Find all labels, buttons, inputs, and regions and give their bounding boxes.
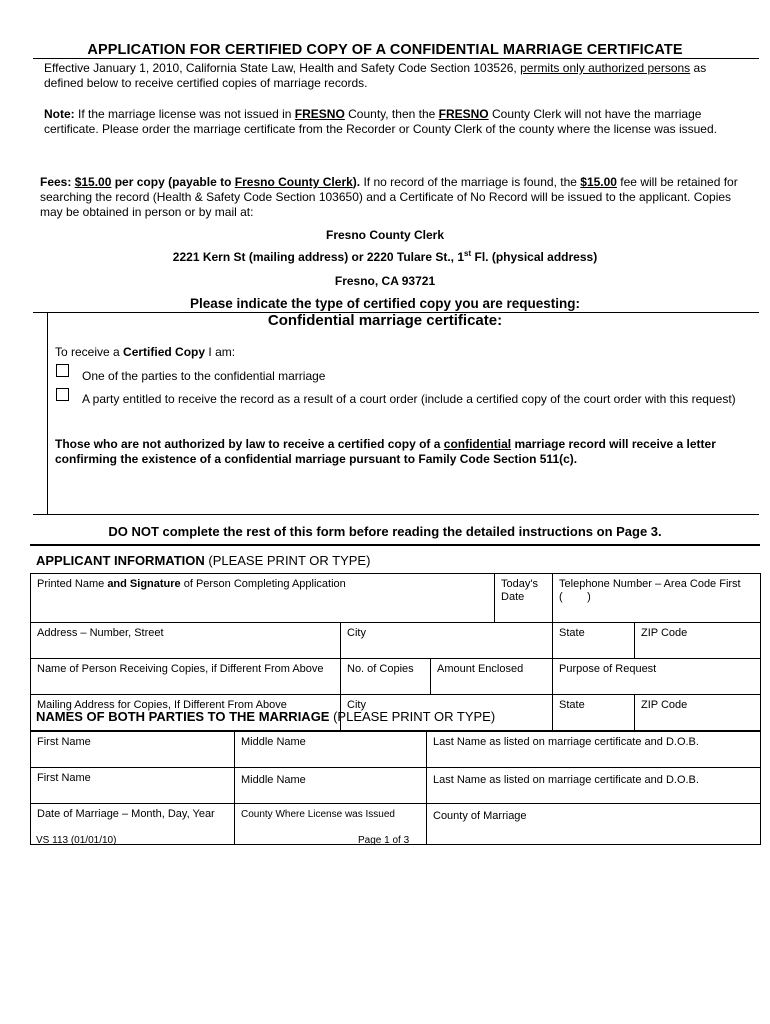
todays-date-label: Today's Date <box>501 578 538 603</box>
receiving-name-label: Name of Person Receiving Copies, if Different From Above <box>37 663 324 675</box>
party-to-marriage-checkbox[interactable] <box>56 364 69 377</box>
receiving-name-input[interactable] <box>37 678 334 690</box>
telephone-cell[interactable] <box>553 574 761 623</box>
intro-text-end: as defined below to receive certified copies of marriage records. <box>44 61 707 90</box>
name-signature-input[interactable] <box>37 593 488 605</box>
address-input[interactable] <box>37 642 334 654</box>
state2-cell[interactable] <box>553 695 635 731</box>
note-county-1: FRESNO <box>294 107 345 121</box>
option-party: One of the parties to the confidential marriage <box>82 369 326 383</box>
amount-enclosed-label: Amount Enclosed <box>437 663 524 675</box>
clerk-name: Fresno County Clerk <box>325 228 445 242</box>
first-name-2-cell[interactable] <box>31 768 235 804</box>
city-cell[interactable] <box>341 623 553 659</box>
note-text-1: If the marriage license was not issued in <box>74 107 295 121</box>
first-name-1-cell[interactable] <box>31 732 235 768</box>
telephone-label: Telephone Number – Area Code First <box>559 578 741 590</box>
county-marriage-input[interactable] <box>433 825 754 837</box>
lead-text-a: To receive a <box>55 345 124 359</box>
area-code-parens: ( ) <box>559 591 591 603</box>
middle-name-2-label: Middle Name <box>241 774 306 786</box>
last-name-2-cell[interactable] <box>427 768 761 804</box>
middle-name-1-cell[interactable] <box>235 732 427 768</box>
form-title: APPLICATION FOR CERTIFIED COPY OF A CONFIDENTIAL MARRIAGE CERTIFICATE <box>87 42 683 58</box>
zip-input[interactable] <box>641 642 754 654</box>
mailing-address-label: Mailing Address for Copies, If Different From Above <box>37 699 287 711</box>
state-cell[interactable] <box>553 623 635 659</box>
state2-label: State <box>559 699 585 711</box>
fee-amount: $15.00 <box>74 175 112 189</box>
note-label: Note: <box>44 107 75 121</box>
certificate-type-title: Confidential marriage certificate: <box>267 312 503 329</box>
applicant-table <box>30 573 761 731</box>
address-sup: st <box>464 249 472 258</box>
page-number: Page 1 of 3 <box>358 835 410 846</box>
parties-heading-text: NAMES OF BOTH PARTIES TO THE MARRIAGE <box>36 709 330 724</box>
todays-date-input[interactable] <box>501 606 546 618</box>
note-text-3: County Clerk will not have the marriage certificate. Please order the marriage certificate from the Recorder or County Clerk of the county where the license was issued. <box>44 107 717 136</box>
purpose-cell[interactable] <box>553 659 761 695</box>
applicant-heading-note: (PLEASE PRINT OR TYPE) <box>204 553 371 568</box>
state-input[interactable] <box>559 642 628 654</box>
date-of-marriage-label: Date of Marriage – Month, Day, Year <box>37 808 215 820</box>
fees-text-2: fee will be retained for searching the record (Health & Safety Code Section 103650) and a Certificate of No Record will be issued to the applicant. Copies may be obtained in person or by mail at: <box>40 175 738 219</box>
first-name-1-input[interactable] <box>37 751 228 763</box>
address-cell[interactable] <box>31 623 341 659</box>
applicant-heading <box>36 553 370 568</box>
zip-cell[interactable] <box>635 623 761 659</box>
authorized-persons-link[interactable]: permits only authorized persons <box>520 61 691 75</box>
clerk-city: Fresno, CA 93721 <box>334 274 436 288</box>
clerk-address-line <box>0 250 770 264</box>
do-not-rule <box>30 544 760 546</box>
address-line-b: Fl. (physical address) <box>471 250 598 264</box>
middle-name-1-label: Middle Name <box>241 736 306 748</box>
name-sig-label-c: of Person Completing Application <box>180 578 346 590</box>
last-name-2-label: Last Name as listed on marriage certificate and D.O.B. <box>433 774 699 786</box>
no-copies-cell[interactable] <box>341 659 431 695</box>
name-sig-label-a: Printed Name <box>37 578 108 590</box>
warning-text-b: marriage record will receive a letter confirming the existence of a confidential marriage pursuant to Family Code Section 511(c). <box>55 437 716 466</box>
fee-payee: Fresno County Clerk <box>234 175 353 189</box>
amount-enclosed-input[interactable] <box>437 678 546 690</box>
last-name-1-cell[interactable] <box>427 732 761 768</box>
amount-enclosed-cell[interactable] <box>431 659 553 695</box>
receiving-name-cell[interactable] <box>31 659 341 695</box>
county-marriage-cell[interactable] <box>427 804 761 845</box>
county-license-label: County Where License was Issued <box>241 809 395 820</box>
first-name-1-label: First Name <box>37 736 91 748</box>
applicant-heading-text: APPLICANT INFORMATION <box>36 553 205 568</box>
state2-input[interactable] <box>559 714 628 726</box>
no-copies-input[interactable] <box>347 678 424 690</box>
note-county-2: FRESNO <box>438 107 489 121</box>
name-sig-label-b: and Signature <box>107 578 181 590</box>
zip2-input[interactable] <box>641 714 754 726</box>
fees-close: ). <box>352 175 361 189</box>
county-license-input[interactable] <box>241 823 420 835</box>
form-id: VS 113 (01/01/10) <box>36 835 117 846</box>
zip2-label: ZIP Code <box>641 699 688 711</box>
no-copies-label: No. of Copies <box>347 663 414 675</box>
request-title: Please indicate the type of certified copy you are requesting: <box>189 296 581 311</box>
fees-paragraph <box>40 175 745 220</box>
do-not-complete-notice: DO NOT complete the rest of this form before reading the detailed instructions on Page 3. <box>108 524 662 539</box>
county-marriage-label: County of Marriage <box>433 810 527 822</box>
parties-heading <box>36 709 495 724</box>
purpose-input[interactable] <box>559 678 754 690</box>
note-paragraph <box>44 107 744 137</box>
warning-text-a: Those who are not authorized by law to receive a certified copy of a <box>55 437 444 451</box>
purpose-label: Purpose of Request <box>559 663 657 675</box>
state-label: State <box>559 627 585 639</box>
address-label: Address – Number, Street <box>37 627 164 639</box>
name-signature-cell[interactable] <box>31 574 495 623</box>
lead-text-c: I am: <box>205 345 236 359</box>
address-line-a: 2221 Kern St (mailing address) or 2220 Tulare St., 1 <box>172 250 465 264</box>
certified-copy-lead <box>55 345 235 360</box>
court-order-checkbox[interactable] <box>56 388 69 401</box>
zip2-cell[interactable] <box>635 695 761 731</box>
fees-label: Fees: <box>40 175 75 189</box>
intro-paragraph <box>44 61 744 91</box>
title-underline <box>33 58 759 59</box>
option-court-order: A party entitled to receive the record as a result of a court order (include a certified copy of the court order with this request) <box>82 392 736 406</box>
intro-text: Effective January 1, 2010, California State Law, Health and Safety Code Section 103526, <box>44 61 521 75</box>
request-box-bottom <box>33 514 759 515</box>
note-text-2: County, then the <box>344 107 439 121</box>
request-box-left <box>47 313 48 514</box>
middle-name-2-cell[interactable] <box>235 768 427 804</box>
city-label: City <box>347 627 366 639</box>
parties-table <box>30 731 761 845</box>
city-input[interactable] <box>347 642 546 654</box>
parties-heading-note: (PLEASE PRINT OR TYPE) <box>329 709 496 724</box>
first-name-2-input[interactable] <box>37 787 228 799</box>
fee-amount-2: $15.00 <box>580 175 617 189</box>
warning-confidential: confidential <box>443 437 512 451</box>
fees-text-1: If no record of the marriage is found, the <box>360 175 581 189</box>
date-of-marriage-input[interactable] <box>37 823 228 835</box>
todays-date-cell[interactable] <box>495 574 553 623</box>
middle-name-1-input[interactable] <box>241 751 420 763</box>
lead-text-b: Certified Copy <box>123 345 206 359</box>
zip-label: ZIP Code <box>641 627 688 639</box>
fees-per-copy: per copy (payable to <box>111 175 235 189</box>
last-name-1-input[interactable] <box>433 751 754 763</box>
city2-label: City <box>347 699 366 711</box>
last-name-1-label: Last Name as listed on marriage certificate and D.O.B. <box>433 736 699 748</box>
authorization-warning <box>55 437 755 467</box>
first-name-2-label: First Name <box>37 772 91 784</box>
